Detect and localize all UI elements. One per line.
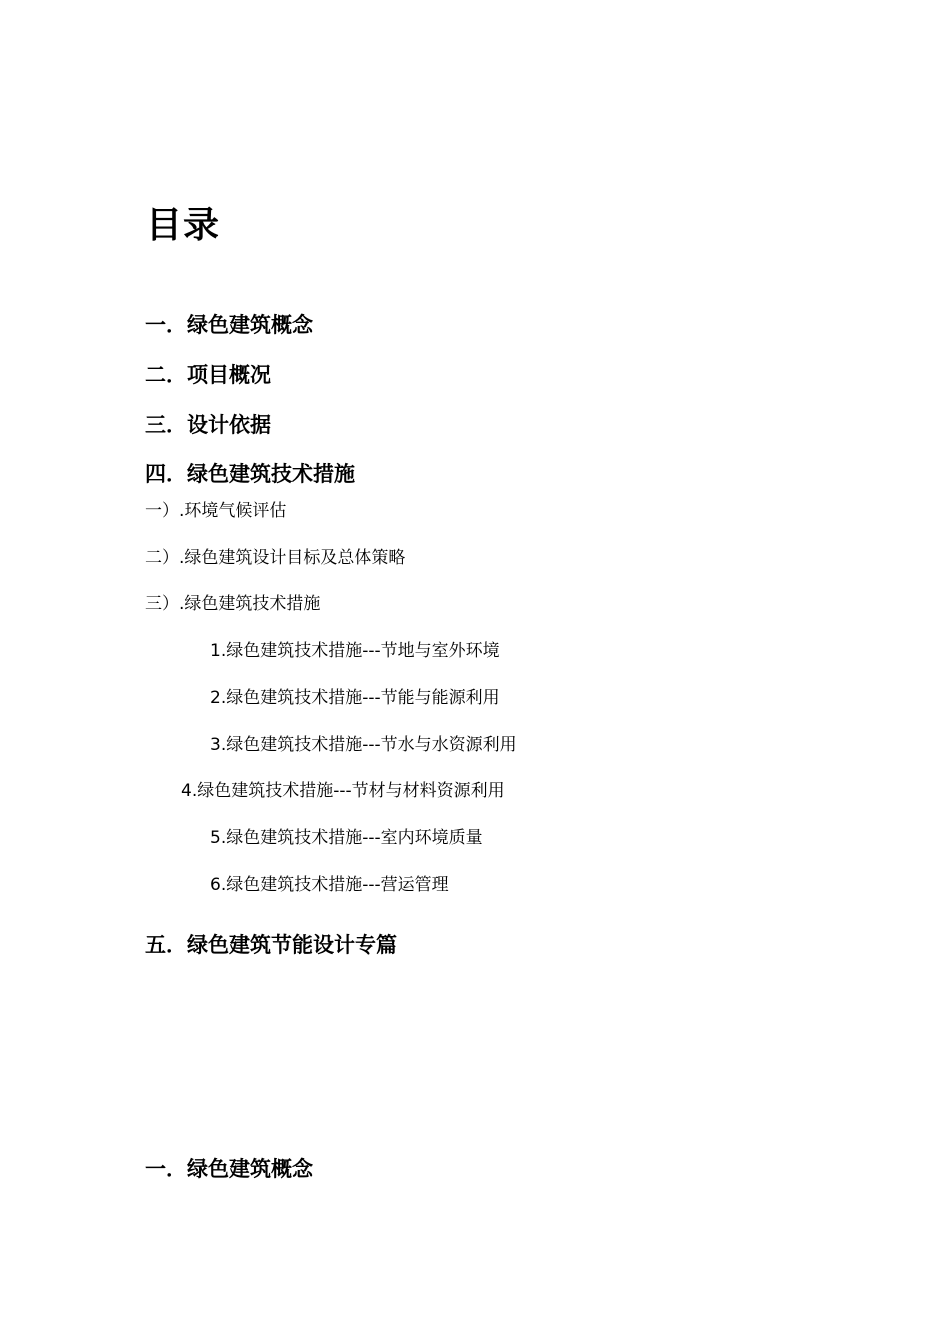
toc-measure-6[interactable] (210, 873, 449, 897)
toc-item-label: 设计依据 (187, 413, 271, 437)
toc-measure-2[interactable] (210, 686, 500, 710)
toc-item-3[interactable] (145, 411, 271, 439)
toc-measure-number: 4. (181, 781, 198, 801)
toc-measure-label: 绿色建筑技术措施 (226, 828, 363, 848)
toc-item-label: 项目概况 (187, 363, 271, 387)
toc-item-marker: 一． (145, 313, 187, 337)
toc-measure-3[interactable] (210, 733, 517, 757)
toc-measure-number: 2. (210, 688, 227, 708)
toc-subitem-marker: 三）. (145, 594, 185, 614)
toc-item-marker: 四． (145, 462, 187, 486)
toc-item-label: 绿色建筑概念 (187, 313, 313, 337)
toc-measure-topic: 节能与能源利用 (380, 688, 500, 708)
toc-item-label: 绿色建筑节能设计专篇 (187, 933, 397, 957)
section-heading-marker: 一． (145, 1157, 187, 1181)
toc-subitem-label: 绿色建筑设计目标及总体策略 (184, 548, 406, 568)
toc-subitem-label: 绿色建筑技术措施 (184, 594, 321, 614)
toc-title: 目录 (146, 205, 221, 246)
toc-item-5[interactable] (145, 931, 397, 959)
toc-measure-dash: --- (362, 688, 381, 708)
toc-subitem-label: 环境气候评估 (184, 501, 287, 521)
toc-item-marker: 二． (145, 363, 187, 387)
toc-item-2[interactable] (145, 361, 271, 389)
toc-measure-dash: --- (362, 641, 381, 661)
toc-subitem-3[interactable] (145, 592, 320, 616)
toc-measure-1[interactable] (210, 639, 500, 663)
toc-item-marker: 三． (145, 413, 187, 437)
toc-measure-number: 5. (210, 828, 227, 848)
toc-measure-topic: 节水与水资源利用 (380, 735, 517, 755)
toc-measure-label: 绿色建筑技术措施 (226, 641, 363, 661)
toc-subitem-marker: 二）. (145, 548, 185, 568)
toc-measure-topic: 室内环境质量 (380, 828, 483, 848)
toc-measure-4[interactable] (181, 779, 505, 803)
toc-item-marker: 五． (145, 933, 187, 957)
toc-measure-dash: --- (333, 781, 352, 801)
toc-measure-dash: --- (362, 735, 381, 755)
toc-measure-label: 绿色建筑技术措施 (197, 781, 334, 801)
toc-measure-topic: 节材与材料资源利用 (351, 781, 505, 801)
toc-item-4[interactable] (145, 460, 355, 488)
toc-measure-topic: 节地与室外环境 (380, 641, 500, 661)
section-heading (145, 1155, 313, 1183)
toc-measure-label: 绿色建筑技术措施 (226, 875, 363, 895)
toc-measure-label: 绿色建筑技术措施 (226, 735, 363, 755)
toc-subitem-marker: 一）. (145, 501, 185, 521)
toc-measure-label: 绿色建筑技术措施 (226, 688, 363, 708)
toc-measure-number: 6. (210, 875, 227, 895)
section-heading-label: 绿色建筑概念 (187, 1157, 313, 1181)
toc-measure-number: 1. (210, 641, 227, 661)
toc-measure-5[interactable] (210, 826, 483, 850)
toc-subitem-1[interactable] (145, 499, 286, 523)
toc-subitem-2[interactable] (145, 546, 405, 570)
toc-measure-dash: --- (362, 875, 381, 895)
toc-measure-topic: 营运管理 (380, 875, 449, 895)
toc-measure-dash: --- (362, 828, 381, 848)
toc-item-label: 绿色建筑技术措施 (187, 462, 355, 486)
toc-item-1[interactable] (145, 311, 313, 339)
toc-measure-number: 3. (210, 735, 227, 755)
